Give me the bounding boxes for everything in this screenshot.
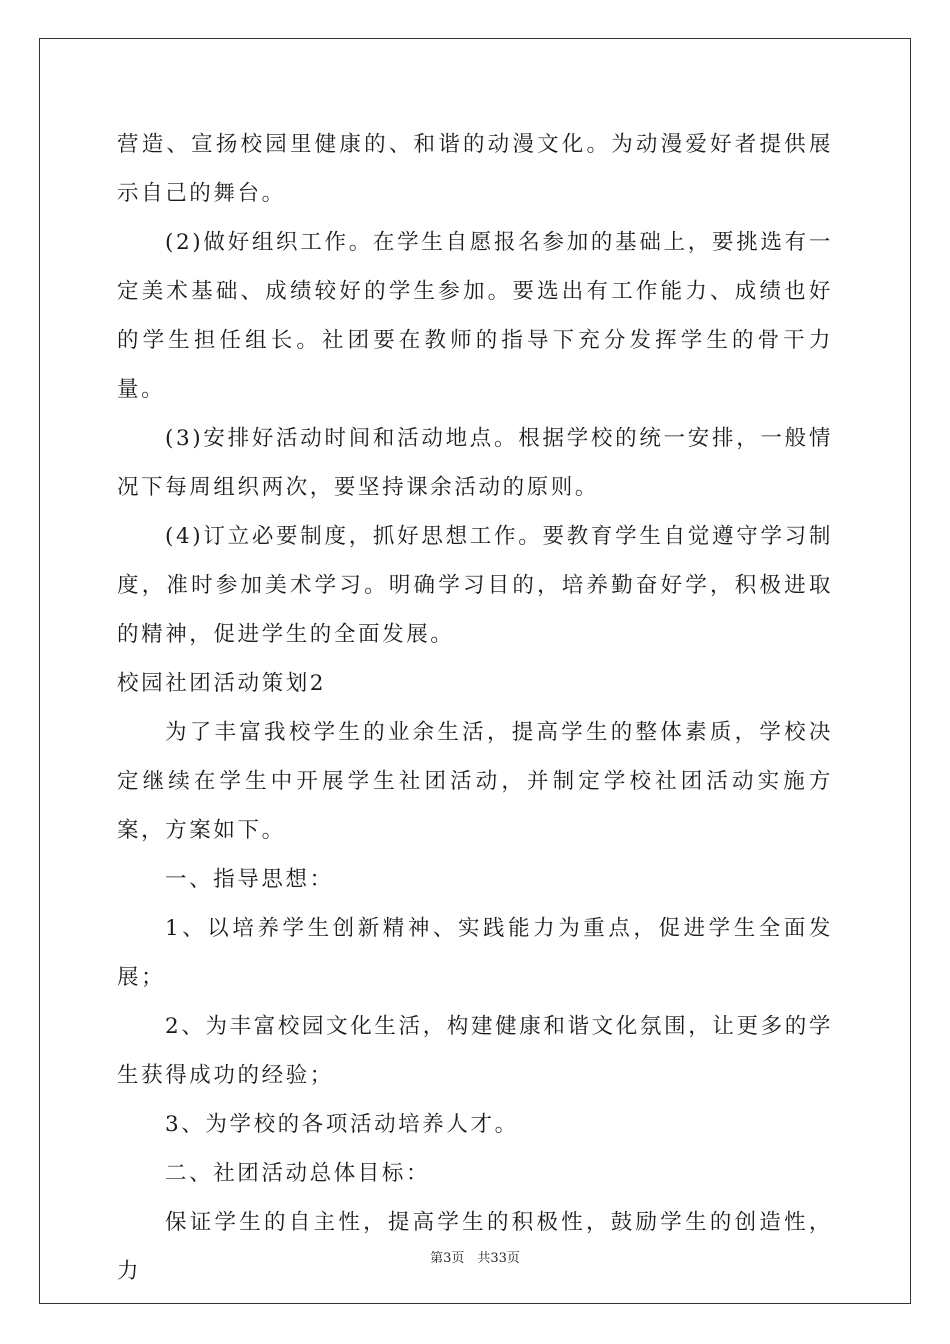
paragraph: 保证学生的自主性，提高学生的积极性，鼓励学生的创造性，力 [117,1210,833,1284]
paragraph: 营造、宣扬校园里健康的、和谐的动漫文化。为动漫爱好者提供展示自己的舞台。 [117,132,833,206]
paragraph: 为了丰富我校学生的业余生活，提高学生的整体素质，学校决定继续在学生中开展学生社团活动，并制定学校社团活动实施方案，方案如下。 [117,720,833,843]
section-subheading: 一、指导思想： [165,867,334,892]
paragraph: (3)安排好活动时间和活动地点。根据学校的统一安排，一般情况下每周组织两次，要坚持课余活动的原则。 [117,426,833,500]
section-subheading: 二、社团活动总体目标： [165,1161,431,1186]
paragraph: (2)做好组织工作。在学生自愿报名参加的基础上，要挑选有一定美术基础、成绩较好的学生参加。要选出有工作能力、成绩也好的学生担任组长。社团要在教师的指导下充分发挥学生的骨干力量。 [117,230,833,402]
document-body [117,120,833,1296]
list-item: 2、为丰富校园文化生活，构建健康和谐文化氛围，让更多的学生获得成功的经验； [117,1014,833,1088]
list-item: 1、以培养学生创新精神、实践能力为重点，促进学生全面发展； [117,916,833,990]
page-number-footer: 第3页 共33页 [430,1251,520,1266]
list-item: 3、为学校的各项活动培养人才。 [165,1112,519,1137]
paragraph: (4)订立必要制度，抓好思想工作。要教育学生自觉遵守学习制度，准时参加美术学习。明确学习目的，培养勤奋好学，积极进取的精神，促进学生的全面发展。 [117,524,833,647]
section-heading: 校园社团活动策划2 [117,671,327,696]
